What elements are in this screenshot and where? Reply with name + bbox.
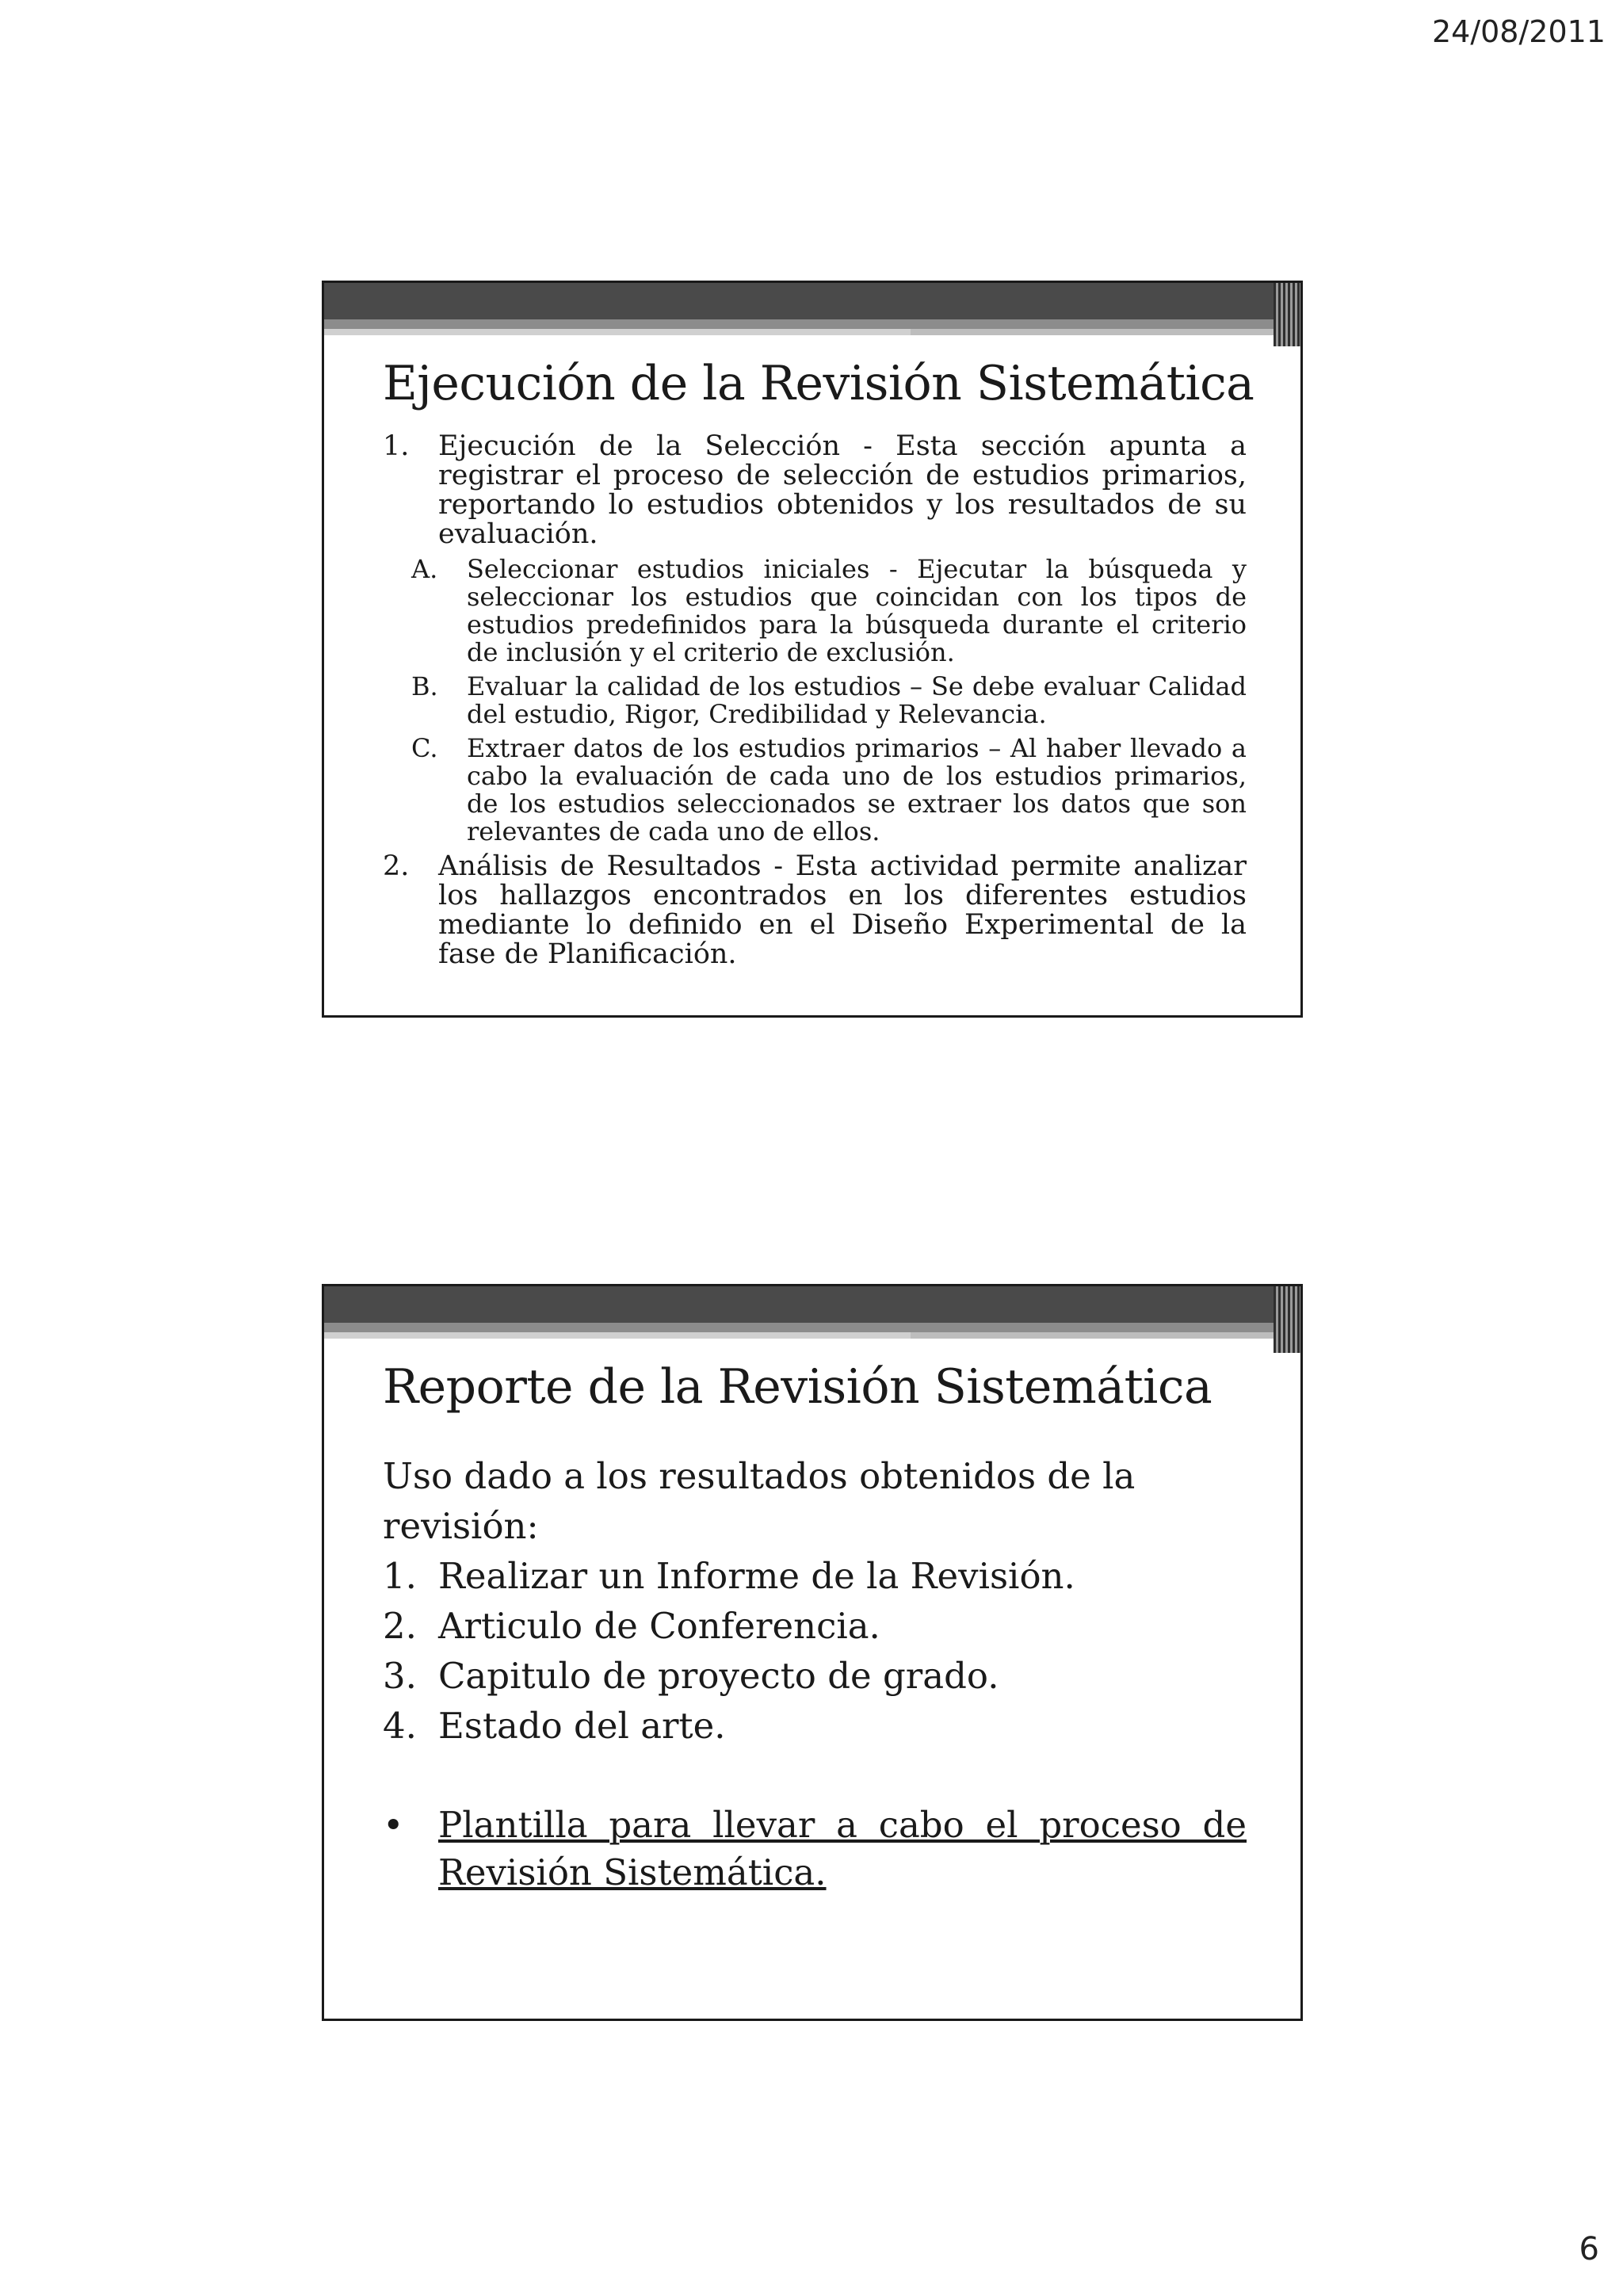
slide-title: Reporte de la Revisión Sistemática bbox=[383, 1359, 1212, 1415]
bullet-item bbox=[383, 1801, 1247, 1897]
sub-list-item bbox=[411, 735, 1247, 846]
list-number: 3. bbox=[383, 1655, 417, 1697]
sub-list-item-text: Extraer datos de los estudios primarios – Al haber llevado a cabo la evaluación de cada uno de los estudios primarios, de los estudios seleccionados se extraer los datos que son relevantes de cada uno de ellos. bbox=[467, 733, 1247, 846]
list-item bbox=[383, 1601, 1247, 1651]
list-item bbox=[383, 1651, 1247, 1701]
slide-title: Ejecución de la Revisión Sistemática bbox=[383, 356, 1254, 411]
slide-execution bbox=[322, 281, 1303, 1018]
slide-header-bar-secondary bbox=[324, 1323, 1275, 1332]
sub-list-item-text: Seleccionar estudios iniciales - Ejecutar la búsqueda y seleccionar los estudios que coincidan con los tipos de estudios predefinidos para la búsqueda durante el criterio de inclusión y el criterio de exclusión. bbox=[467, 554, 1247, 667]
slide-report bbox=[322, 1284, 1303, 2021]
page-date: 24/08/2011 bbox=[1431, 14, 1606, 49]
slide-header-bar bbox=[324, 283, 1275, 319]
list-number: 1. bbox=[383, 430, 410, 462]
slide-header-bar bbox=[324, 1286, 1275, 1323]
sub-list-item bbox=[411, 673, 1247, 728]
slide-header-bar-light-right bbox=[911, 1332, 1275, 1339]
sub-list-item bbox=[411, 556, 1247, 667]
list-item-text: Análisis de Resultados - Esta actividad permite analizar los hallazgos encontrados en los diferentes estudios mediante lo definido en el Diseño Experimental de la fase de Planificación. bbox=[438, 850, 1247, 970]
list-number: 2. bbox=[383, 1605, 417, 1647]
bullet-icon: • bbox=[383, 1804, 404, 1846]
slide-header-stripes bbox=[1274, 283, 1300, 346]
slide-header-bar-light bbox=[324, 1332, 911, 1339]
list-number: 2. bbox=[383, 850, 410, 882]
slide-header-bar-light bbox=[324, 329, 911, 335]
list-number: 1. bbox=[383, 1555, 417, 1597]
list-item bbox=[383, 852, 1247, 969]
list-item-text: Realizar un Informe de la Revisión. bbox=[438, 1555, 1075, 1597]
sub-list-item-text: Evaluar la calidad de los estudios – Se debe evaluar Calidad del estudio, Rigor, Credibilidad y Relevancia. bbox=[467, 671, 1247, 729]
page-number: 6 bbox=[1579, 2231, 1599, 2267]
slide-header-bar-secondary bbox=[324, 319, 1275, 329]
slide-header-bar-light-right bbox=[911, 329, 1275, 335]
sub-list-letter: A. bbox=[411, 554, 438, 584]
list-item bbox=[383, 1701, 1247, 1751]
intro-text: Uso dado a los resultados obtenidos de la revisión: bbox=[383, 1455, 1136, 1547]
list-item bbox=[383, 432, 1247, 549]
sub-list-letter: B. bbox=[411, 671, 438, 701]
list-number: 4. bbox=[383, 1705, 417, 1747]
slide-body bbox=[383, 432, 1247, 976]
sub-list-letter: C. bbox=[411, 733, 438, 763]
list-item-text: Articulo de Conferencia. bbox=[438, 1605, 880, 1647]
list-item-text: Estado del arte. bbox=[438, 1705, 726, 1747]
list-item bbox=[383, 1551, 1247, 1601]
slide-body bbox=[383, 1451, 1247, 1897]
list-item-text: Ejecución de la Selección - Esta sección apunta a registrar el proceso de selección de estudios primarios, reportando lo estudios obtenidos y los resultados de su evaluación. bbox=[438, 430, 1247, 550]
template-link[interactable]: Plantilla para llevar a cabo el proceso de Revisión Sistemática. bbox=[438, 1804, 1247, 1893]
slide-header-stripes bbox=[1274, 1286, 1300, 1353]
list-item-text: Capitulo de proyecto de grado. bbox=[438, 1655, 999, 1697]
